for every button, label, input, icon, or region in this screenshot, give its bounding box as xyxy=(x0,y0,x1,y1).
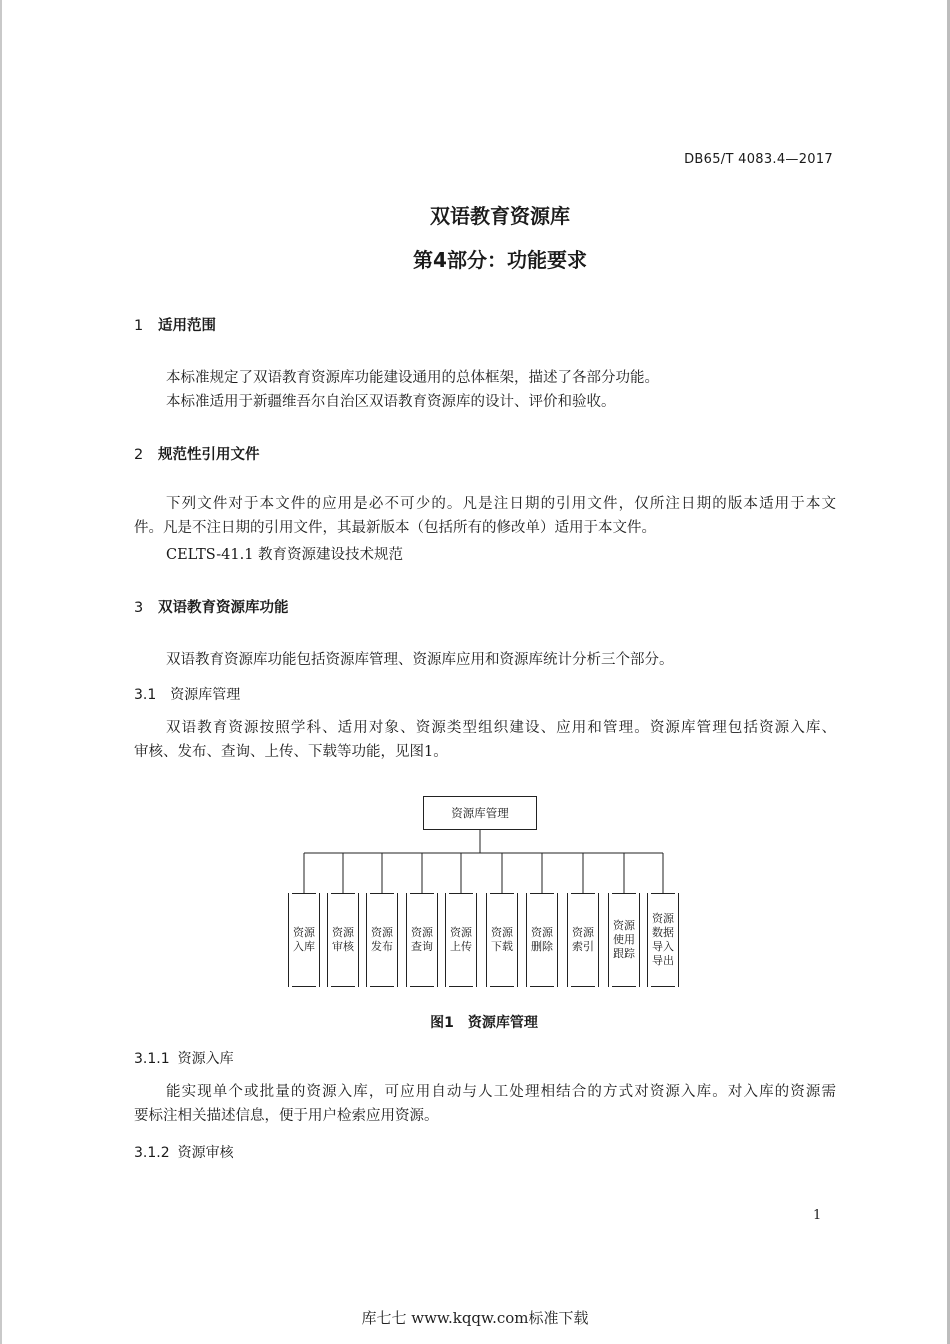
section-number: 1 xyxy=(134,318,144,334)
section-number: 3 xyxy=(134,600,144,616)
section-3-1-1-heading xyxy=(134,1048,234,1068)
diagram-leaf-node xyxy=(486,893,518,987)
leaf-label: 资源使用跟踪 xyxy=(613,919,635,960)
leaf-label: 资源下载 xyxy=(491,926,513,953)
section-2-heading xyxy=(134,443,260,464)
leaf-label: 资源查询 xyxy=(411,926,433,953)
section-3-1-heading xyxy=(134,684,240,704)
page-number: 1 xyxy=(813,1208,822,1223)
diagram-leaf-node xyxy=(288,893,320,987)
diagram-leaf-node xyxy=(526,893,558,987)
leaf-label: 资源上传 xyxy=(450,926,472,953)
section-title: 资源库管理 xyxy=(170,687,241,703)
leaf-label: 资源审核 xyxy=(332,926,354,953)
section-title: 资源入库 xyxy=(177,1051,234,1067)
footer-watermark: 库七七 www.kqqw.com标准下载 xyxy=(361,1309,589,1327)
standard-code: DB65/T 4083.4—2017 xyxy=(684,152,833,167)
leaf-label: 资源发布 xyxy=(371,926,393,953)
section-title: 双语教育资源库功能 xyxy=(158,600,289,616)
leaf-label: 资源索引 xyxy=(572,926,594,953)
section-title: 规范性引用文件 xyxy=(158,447,260,463)
diagram-leaf-node xyxy=(327,893,359,987)
section-1-para-2: 本标准适用于新疆维吾尔自治区双语教育资源库的设计、评价和验收。 xyxy=(166,394,616,410)
section-2-para-1 xyxy=(134,492,836,540)
section-3-1-para-1 xyxy=(134,716,836,764)
diagram-leaf-node xyxy=(567,893,599,987)
figure-caption-text: 资源库管理 xyxy=(467,1015,538,1031)
section-1-heading xyxy=(134,314,216,335)
section-1-para-1: 本标准规定了双语教育资源库功能建设通用的总体框架，描述了各部分功能。 xyxy=(166,370,659,386)
section-title: 适用范围 xyxy=(158,318,216,334)
section-number: 3.1 xyxy=(134,687,157,703)
leaf-label: 资源删除 xyxy=(531,926,553,953)
diagram-leaf-node xyxy=(445,893,477,987)
figure-caption xyxy=(0,1012,950,1032)
section-number: 3.1.2 xyxy=(134,1145,170,1161)
diagram-leaf-node xyxy=(406,893,438,987)
para-line: 审核、发布、查询、上传、下载等功能，见图1。 xyxy=(134,744,448,760)
diagram-root-node: 资源库管理 xyxy=(423,796,537,830)
section-title: 资源审核 xyxy=(177,1145,234,1161)
section-number: 2 xyxy=(134,447,144,463)
diagram-leaf-node xyxy=(647,893,679,987)
para-line: 双语教育资源按照学科、适用对象、资源类型组织建设、应用和管理。资源库管理包括资源入库、 xyxy=(166,720,836,736)
diagram-leaf-node xyxy=(366,893,398,987)
section-3-1-1-para-1 xyxy=(134,1080,836,1128)
document-title: 双语教育资源库 xyxy=(430,204,570,228)
para-line: 下列文件对于本文件的应用是必不可少的。凡是注日期的引用文件，仅所注日期的版本适用于本文 xyxy=(166,496,836,512)
leaf-label: 资源数据导入导出 xyxy=(652,912,674,967)
section-number: 3.1.1 xyxy=(134,1051,170,1067)
para-line: 件。凡是不注日期的引用文件，其最新版本（包括所有的修改单）适用于本文件。 xyxy=(134,520,656,536)
para-line: 要标注相关描述信息，便于用户检索应用资源。 xyxy=(134,1108,439,1124)
normative-reference: CELTS-41.1 教育资源建设技术规范 xyxy=(166,547,404,563)
section-3-1-2-heading xyxy=(134,1142,234,1162)
para-line: 能实现单个或批量的资源入库，可应用自动与人工处理相结合的方式对资源入库。对入库的资源需 xyxy=(166,1084,836,1100)
diagram-leaf-node xyxy=(608,893,640,987)
section-3-heading xyxy=(134,596,289,617)
figure-number: 图1 xyxy=(430,1015,454,1031)
leaf-label: 资源入库 xyxy=(293,926,315,953)
section-3-para-1: 双语教育资源库功能包括资源库管理、资源库应用和资源库统计分析三个部分。 xyxy=(166,652,674,668)
document-subtitle: 第4部分：功能要求 xyxy=(413,248,587,272)
resource-management-diagram xyxy=(280,790,680,995)
